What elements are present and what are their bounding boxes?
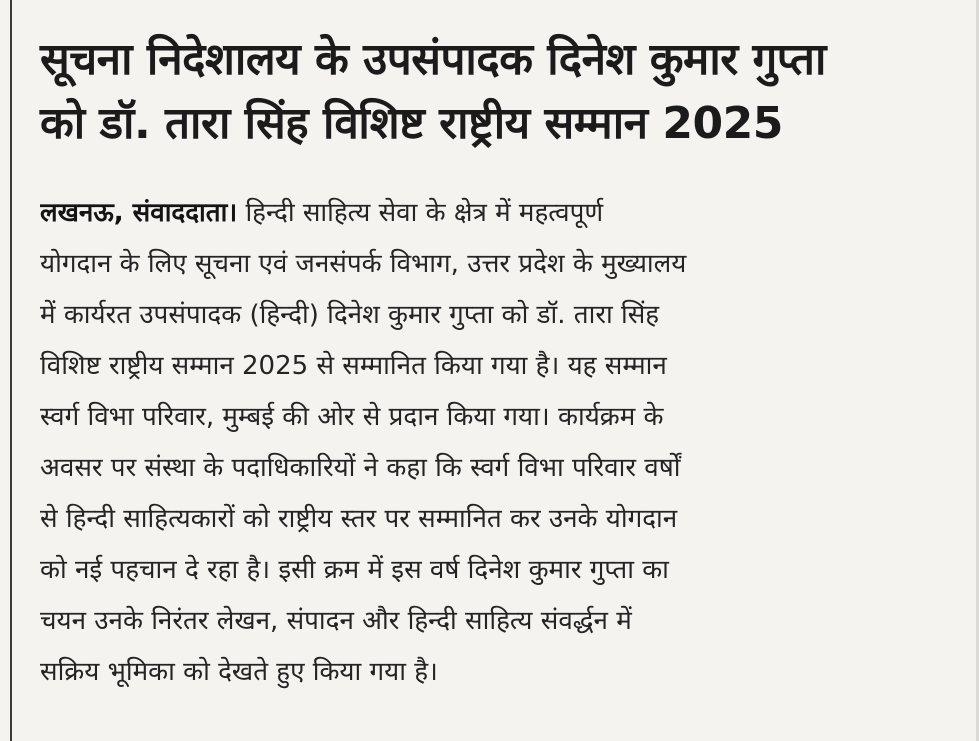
- body-line-8: को नई पहचान दे रहा है। इसी क्रम में इस वर्ष दिनेश कुमार गुप्ता का: [40, 555, 669, 585]
- dateline: लखनऊ, संवाददाता।: [40, 198, 238, 228]
- headline-line-2: को डॉ. तारा सिंह विशिष्ट राष्ट्रीय सम्मान 2025: [40, 98, 783, 149]
- column-rule-left: [10, 0, 12, 741]
- article-headline: [40, 28, 955, 156]
- body-line-1: [40, 188, 945, 239]
- body-line-3: में कार्यरत उपसंपादक (हिन्दी) दिनेश कुमार गुप्ता को डॉ. तारा सिंह: [40, 300, 660, 330]
- body-line-5: स्वर्ग विभा परिवार, मुम्बई की ओर से प्रदान किया गया। कार्यक्रम के: [40, 402, 664, 432]
- body-line-9: चयन उनके निरंतर लेखन, संपादन और हिन्दी साहित्य संवर्द्धन में: [40, 606, 632, 636]
- article-body: [40, 188, 945, 698]
- body-line-4: विशिष्ट राष्ट्रीय सम्मान 2025 से सम्मानित किया गया है। यह सम्मान: [40, 351, 667, 381]
- body-line-6: अवसर पर संस्था के पदाधिकारियों ने कहा कि स्वर्ग विभा परिवार वर्षों: [40, 453, 681, 483]
- body-line-10: सक्रिय भूमिका को देखते हुए किया गया है।: [40, 657, 438, 687]
- body-line-2: योगदान के लिए सूचना एवं जनसंपर्क विभाग, उत्तर प्रदेश के मुख्यालय: [40, 249, 687, 279]
- headline-line-1: सूचना निदेशालय के उपसंपादक दिनेश कुमार गुप्ता: [40, 34, 826, 85]
- body-line-7: से हिन्दी साहित्यकारों को राष्ट्रीय स्तर पर सम्मानित कर उनके योगदान: [40, 504, 678, 534]
- body-line-1-text: हिन्दी साहित्य सेवा के क्षेत्र में महत्वपूर्ण: [237, 198, 604, 228]
